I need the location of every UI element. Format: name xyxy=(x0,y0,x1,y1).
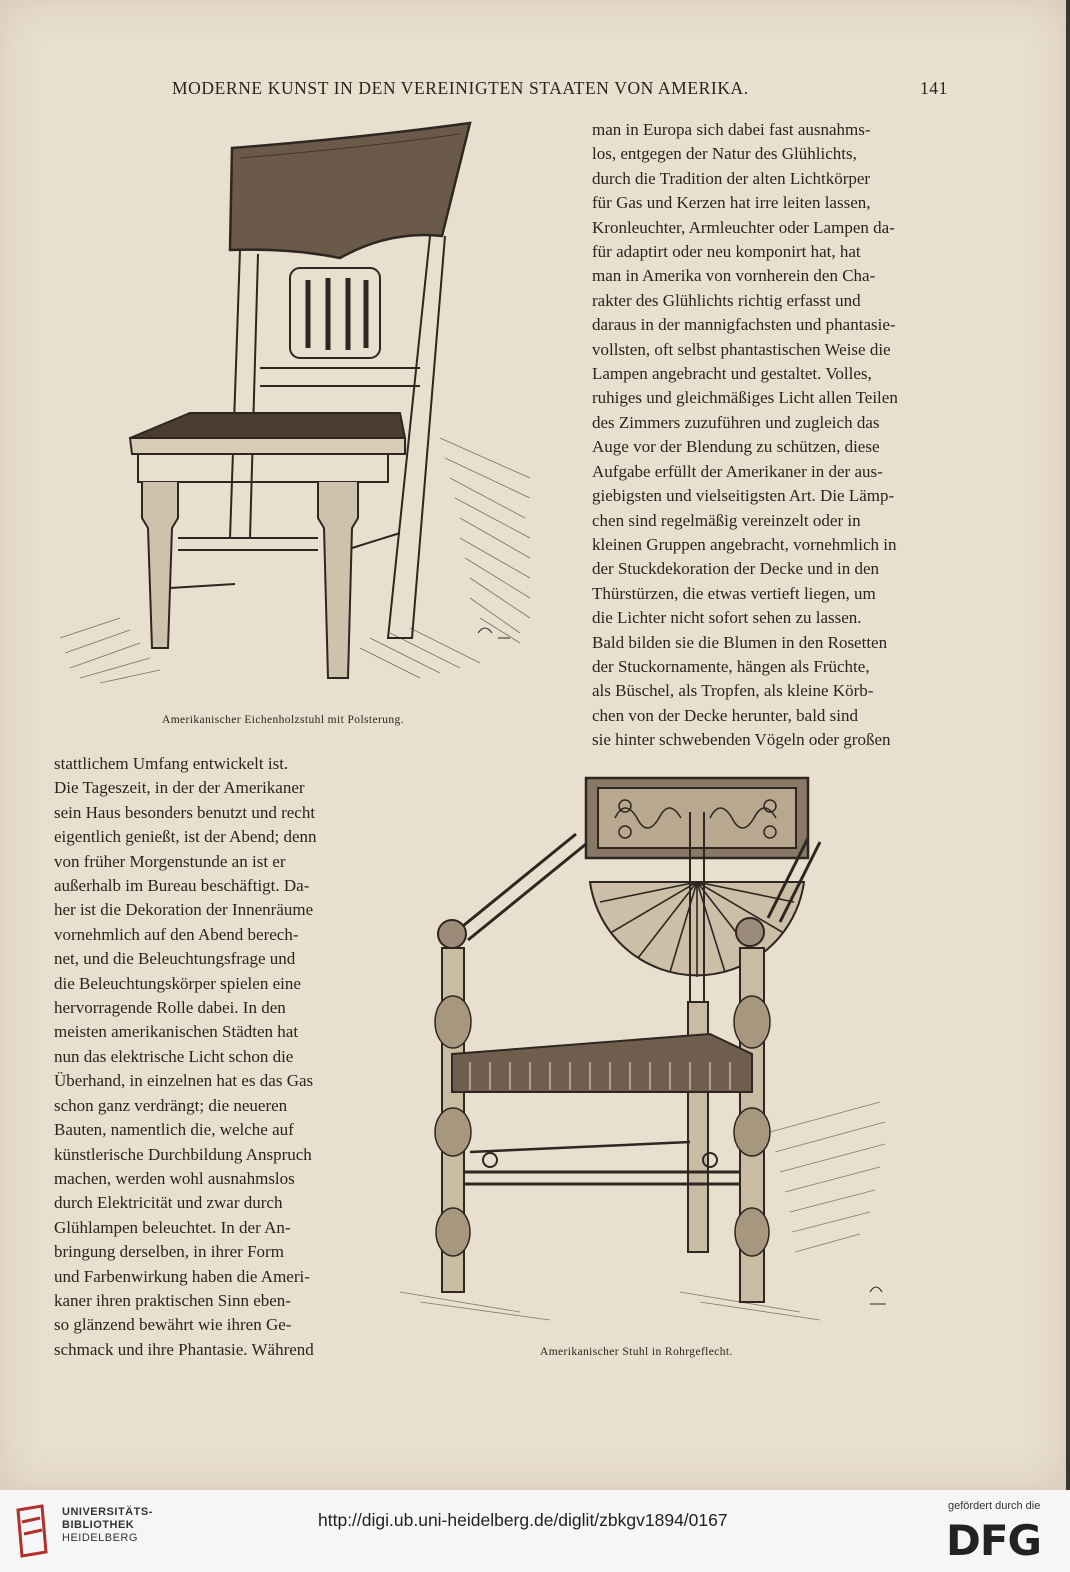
text-line: außerhalb im Bureau beschäftigt. Da- xyxy=(54,876,310,896)
text-line: ruhiges und gleichmäßiges Licht allen Teilen xyxy=(592,388,898,408)
text-line: die Lichter nicht sofort sehen zu lassen. xyxy=(592,608,862,628)
text-line: von früher Morgenstunde an ist er xyxy=(54,851,286,871)
text-line: künstlerische Durchbildung Anspruch xyxy=(54,1144,312,1164)
university-library-logo xyxy=(12,1502,52,1560)
text-line: Thürstürzen, die etwas vertieft liegen, um xyxy=(592,583,876,603)
text-line: vornehmlich auf den Abend berech- xyxy=(54,924,299,944)
library-name-line2: BIBLIOTHEK xyxy=(62,1519,135,1531)
text-line: die Beleuchtungskörper spielen eine xyxy=(54,973,301,993)
text-line: hervorragende Rolle dabei. In den xyxy=(54,998,286,1018)
text-line: so glänzend bewährt wie ihren Ge- xyxy=(54,1315,292,1335)
text-line: und Farbenwirkung haben die Ameri- xyxy=(54,1266,310,1286)
text-line: kleinen Gruppen angebracht, vornehmlich in xyxy=(592,534,897,554)
library-name-line3: HEIDELBERG xyxy=(62,1532,138,1544)
cane-chair-illustration xyxy=(380,772,900,1342)
text-line: stattlichem Umfang entwickelt ist. xyxy=(54,754,289,773)
text-line: chen von der Decke herunter, bald sind xyxy=(592,705,859,725)
text-line: durch die Tradition der alten Lichtkörper xyxy=(592,168,871,188)
text-line: des Zimmers zuzuführen und zugleich das xyxy=(592,412,880,432)
text-line: schmack und ihre Phantasie. Während xyxy=(54,1339,314,1359)
text-line: durch Elektricität und zwar durch xyxy=(54,1193,283,1213)
text-line: Bauten, namentlich die, welche auf xyxy=(54,1120,294,1140)
text-line: Bald bilden sie die Blumen in den Rosetten xyxy=(592,632,888,652)
text-line: der Stuckornamente, hängen als Früchte, xyxy=(592,656,870,676)
text-line: eigentlich genießt, ist der Abend; denn xyxy=(54,827,317,847)
text-line: Auge vor der Blendung zu schützen, diese xyxy=(592,437,880,457)
text-line: Überhand, in einzelnen hat es das Gas xyxy=(54,1071,314,1091)
oak-chair-illustration xyxy=(60,118,540,708)
digitization-footer xyxy=(0,1490,1070,1572)
text-line: nun das elektrische Licht schon die xyxy=(54,1046,294,1066)
text-line: als Büschel, als Tropfen, als kleine Körb- xyxy=(592,681,874,701)
text-line: daraus in der mannigfachsten und phantasie- xyxy=(592,315,896,335)
text-line: Kronleuchter, Armleuchter oder Lampen da- xyxy=(592,217,895,237)
text-line: vollsten, oft selbst phantastischen Weise die xyxy=(592,339,891,359)
text-line: machen, werden wohl ausnahmslos xyxy=(54,1168,295,1188)
text-line: chen sind regelmäßig vereinzelt oder in xyxy=(592,510,861,530)
text-line: rakter des Glühlichts richtig erfasst und xyxy=(592,290,861,310)
text-line: meisten amerikanischen Städten hat xyxy=(54,1022,299,1042)
left-text-column xyxy=(54,752,362,1362)
running-title: MODERNE KUNST IN DEN VEREINIGTEN STAATEN VON AMERIKA. xyxy=(172,78,749,98)
text-line: sie hinter schwebenden Vögeln oder großen xyxy=(592,730,891,750)
text-line: man in Europa sich dabei fast ausnahms- xyxy=(592,120,871,139)
text-line: bringung derselben, in ihrer Form xyxy=(54,1242,284,1262)
text-line: für Gas und Kerzen hat irre leiten lassen, xyxy=(592,193,871,213)
text-line: für adaptirt oder neu komponirt hat, hat xyxy=(592,242,861,262)
text-line: los, entgegen der Natur des Glühlichts, xyxy=(592,144,857,164)
text-line: net, und die Beleuchtungsfrage und xyxy=(54,949,296,969)
text-line: man in Amerika von vornherein den Cha- xyxy=(592,266,876,286)
figure-caption-2: Amerikanischer Stuhl in Rohrgeflecht. xyxy=(540,1346,733,1358)
text-line: her ist die Dekoration der Innenräume xyxy=(54,900,314,920)
right-text-column xyxy=(592,118,946,753)
library-name-line1: UNIVERSITÄTS- xyxy=(62,1506,153,1518)
dfg-logo: DFG xyxy=(946,1516,1042,1565)
text-line: giebigsten und vielseitigsten Art. Die Lämp- xyxy=(592,486,895,506)
text-line: Aufgabe erfüllt der Amerikaner in der aus- xyxy=(592,461,883,481)
text-line: kaner ihren praktischen Sinn eben- xyxy=(54,1290,291,1310)
text-line: Die Tageszeit, in der der Amerikaner xyxy=(54,778,305,798)
text-line: der Stuckdekoration der Decke und in den xyxy=(592,559,880,579)
library-name xyxy=(62,1506,153,1545)
page-number: 141 xyxy=(919,78,948,98)
text-line: schon ganz verdrängt; die neueren xyxy=(54,1095,288,1115)
figure-caption-1: Amerikanischer Eichenholzstuhl mit Polsterung. xyxy=(162,714,404,726)
text-line: Glühlampen beleuchtet. In der An- xyxy=(54,1217,291,1237)
text-line: Lampen angebracht und gestaltet. Volles, xyxy=(592,364,872,384)
text-line: sein Haus besonders benutzt und recht xyxy=(54,802,316,822)
funded-by-label: gefördert durch die xyxy=(948,1500,1041,1512)
permalink-url[interactable]: http://digi.ub.uni-heidelberg.de/diglit/zbkgv1894/0167 xyxy=(318,1510,728,1530)
